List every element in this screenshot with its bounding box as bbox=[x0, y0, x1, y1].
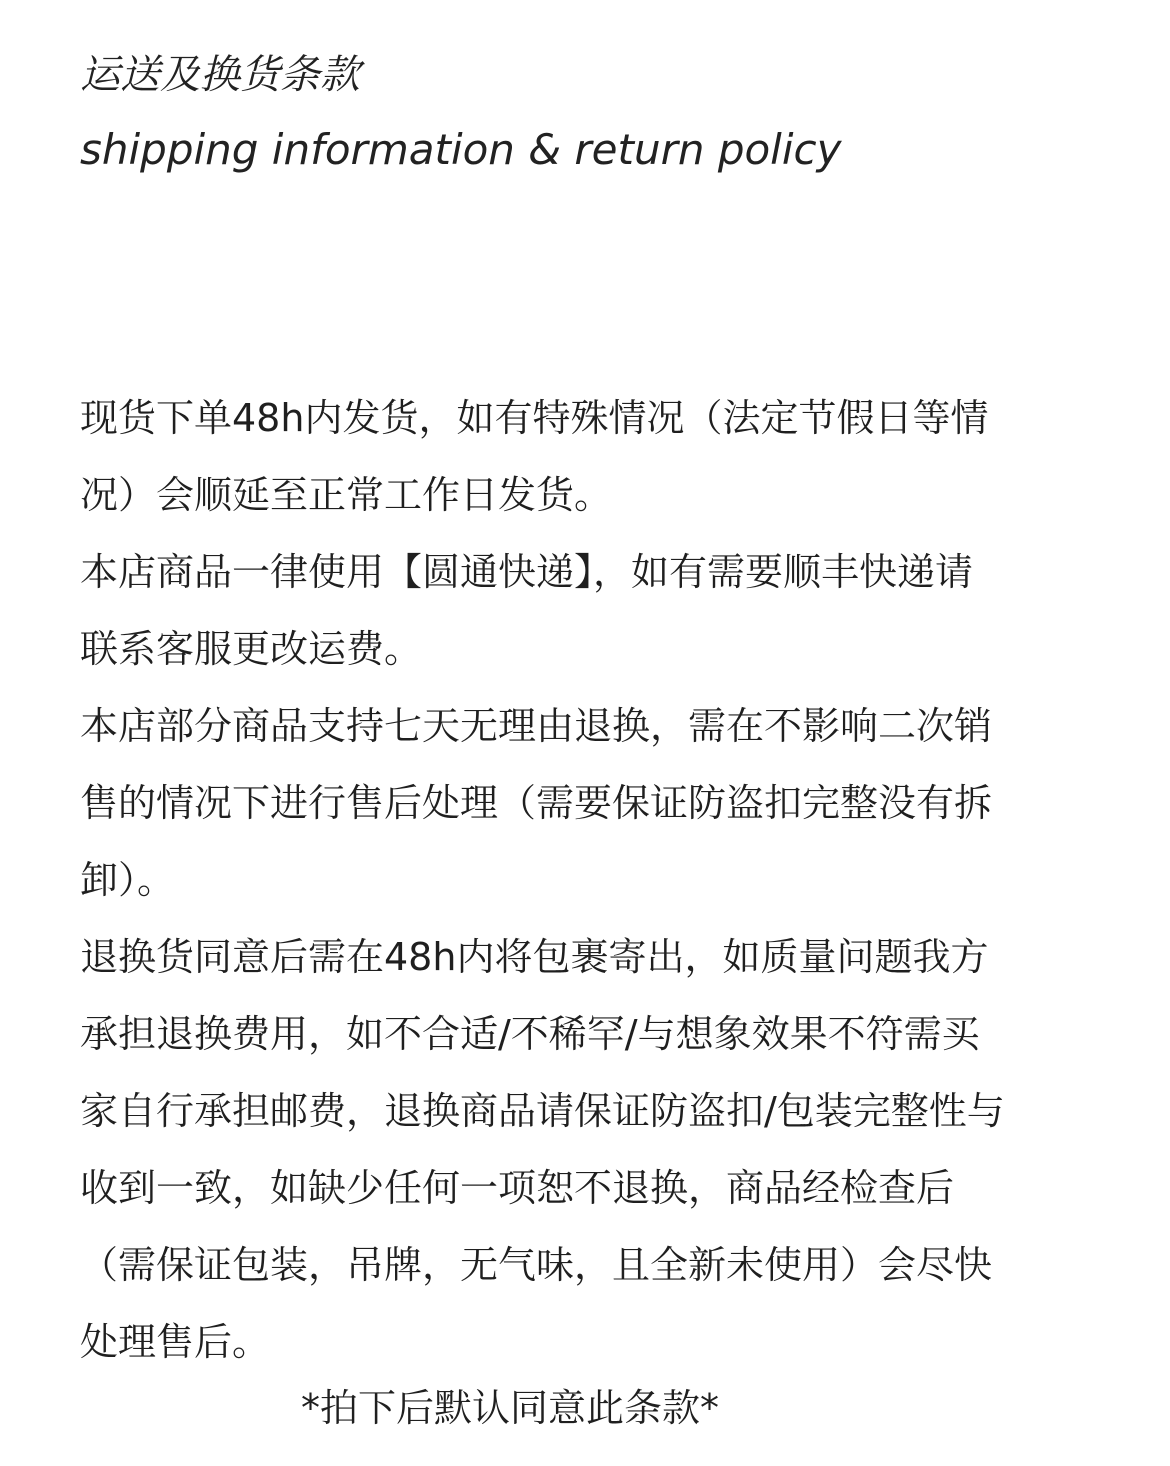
policy-line: 联系客服更改运费。 bbox=[80, 627, 423, 671]
agreement-note: *拍下后默认同意此条款* bbox=[300, 1386, 719, 1430]
policy-body bbox=[80, 380, 1100, 1381]
policy-line: （需保证包装，吊牌，无气味，且全新未使用）会尽快 bbox=[80, 1243, 993, 1287]
policy-line: 本店部分商品支持七天无理由退换，需在不影响二次销 bbox=[80, 704, 993, 748]
policy-line: 卸）。 bbox=[80, 858, 176, 902]
title-english: shipping information & return policy bbox=[80, 125, 842, 174]
policy-line: 现货下单48h内发货，如有特殊情况（法定节假日等情 bbox=[80, 396, 989, 440]
policy-line: 况）会顺延至正常工作日发货。 bbox=[80, 473, 613, 517]
policy-line: 家自行承担邮费，退换商品请保证防盗扣/包装完整性与 bbox=[80, 1089, 1005, 1133]
policy-header bbox=[80, 40, 841, 190]
policy-line: 收到一致，如缺少任何一项恕不退换，商品经检查后 bbox=[80, 1166, 955, 1210]
policy-line: 承担退换费用，如不合适/不稀罕/与想象效果不符需买 bbox=[80, 1012, 980, 1056]
policy-line: 退换货同意后需在48h内将包裹寄出，如质量问题我方 bbox=[80, 935, 989, 979]
title-chinese: 运送及换货条款 bbox=[80, 52, 360, 98]
policy-line: 本店商品一律使用【圆通快递】，如有需要顺丰快递请 bbox=[80, 550, 974, 594]
policy-line: 处理售后。 bbox=[80, 1320, 271, 1364]
policy-line: 售的情况下进行售后处理（需要保证防盗扣完整没有拆 bbox=[80, 781, 993, 825]
